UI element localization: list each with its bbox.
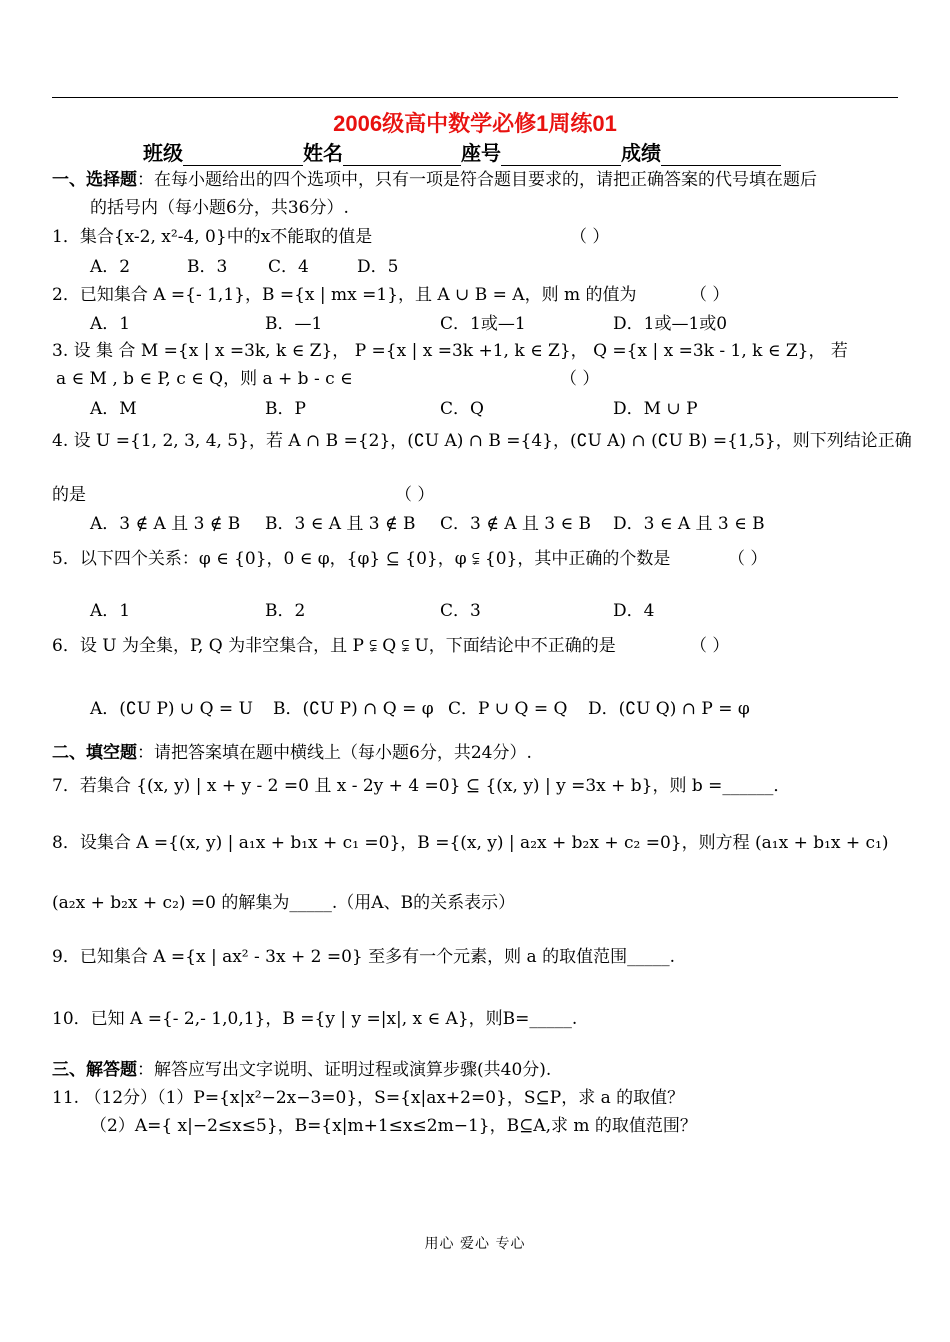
section3-instruction xyxy=(52,1059,551,1081)
q6-stem: 6．设 U 为全集，P, Q 为非空集合，且 P ⫋ Q ⫋ U，下面结论中不正确的是 xyxy=(52,636,616,656)
q3-stem-2: a ∈ M , b ∈ P, c ∈ Q，则 a + b - c ∈ xyxy=(56,369,353,389)
section3-instr: ：解答应写出文字说明、证明过程或演算步骤(共40分). xyxy=(137,1060,552,1080)
seat-label: 座号 xyxy=(461,143,501,165)
q3-paren: （ ） xyxy=(560,369,600,389)
section1-instruction-2: 的括号内（每小题6分，共36分）. xyxy=(90,198,349,218)
q3-option-b: B．P xyxy=(265,399,306,419)
student-info-row xyxy=(143,137,781,166)
section2-instr: ：请把答案填在题中横线上（每小题6分，共24分）. xyxy=(137,743,532,763)
q10-stem: 10．已知 A ={- 2,- 1,0,1}，B ={y | y =|x|, x ∈ A}，则B=_____. xyxy=(52,1009,578,1029)
q1-option-c: C．4 xyxy=(268,257,309,277)
q5-option-a: A．1 xyxy=(90,601,131,621)
q5-paren: （ ） xyxy=(728,549,768,569)
q1-paren: （ ） xyxy=(570,227,610,247)
section1-instr1: ：在每小题给出的四个选项中，只有一项是符合题目要求的，请把正确答案的代号填在题后 xyxy=(137,170,817,190)
q1-option-d: D．5 xyxy=(357,257,399,277)
q2-option-b: B．—1 xyxy=(265,314,323,334)
q4-paren: （ ） xyxy=(395,485,435,505)
q5-stem: 5．以下四个关系：φ ∈ {0}，0 ∈ φ，{φ} ⊆ {0}，φ ⫋ {0}，其中正确的个数是 xyxy=(52,549,671,569)
score-blank[interactable] xyxy=(661,147,781,166)
q4-option-d: D．3 ∈ A 且 3 ∈ B xyxy=(613,514,765,534)
q3-option-a: A．M xyxy=(90,399,137,419)
top-rule xyxy=(52,97,898,98)
q4-stem: 4. 设 U ={1, 2, 3, 4, 5}，若 A ∩ B ={2}，(∁U A) ∩ B ={4}，(∁U A) ∩ (∁U B) ={1,5}，则下列结论正确 xyxy=(52,431,912,451)
q1-stem: 1．集合{x-2, x²-4, 0}中的x不能取的值是 xyxy=(52,227,373,247)
q8-stem-2: (a₂x + b₂x + c₂) =0 的解集为_____.（用A、B的关系表示） xyxy=(52,893,516,913)
q11-part2: （2）A={ x|−2≤x≤5}，B={x|m+1≤x≤2m−1}，B⊆A,求 m 的取值范围？ xyxy=(90,1116,697,1136)
q4-stem-2: 的是 xyxy=(52,485,86,505)
q6-paren: （ ） xyxy=(690,636,730,656)
section2-heading: 二、填空题 xyxy=(52,743,137,763)
q3-option-c: C．Q xyxy=(440,399,484,419)
q2-paren: （ ） xyxy=(690,285,730,305)
seat-blank[interactable] xyxy=(501,147,621,166)
q5-option-c: C．3 xyxy=(440,601,481,621)
q2-option-a: A．1 xyxy=(90,314,131,334)
score-label: 成绩 xyxy=(621,143,661,165)
name-label: 姓名 xyxy=(303,143,343,165)
q5-option-d: D．4 xyxy=(613,601,655,621)
name-blank[interactable] xyxy=(343,147,461,166)
section2-instruction xyxy=(52,742,532,764)
q3-option-d: D．M ∪ P xyxy=(613,399,698,419)
q2-stem: 2．已知集合 A ={- 1,1}，B ={x | mx =1}，且 A ∪ B = A，则 m 的值为 xyxy=(52,285,637,305)
q7-stem: 7．若集合 {(x, y) | x + y - 2 =0 且 x - 2y + 4 =0} ⊆ {(x, y) | y =3x + b}，则 b =______． xyxy=(52,776,791,796)
page-title xyxy=(0,107,950,138)
section3-heading: 三、解答题 xyxy=(52,1060,137,1080)
q2-option-c: C．1或—1 xyxy=(440,314,526,334)
page-footer: 用心 爱心 专心 xyxy=(424,1236,526,1252)
section1-heading: 一、选择题 xyxy=(52,170,137,190)
q6-option-d: D．(∁U Q) ∩ P = φ xyxy=(588,699,750,719)
title-text: 2006级高中数学必修1周练01 xyxy=(333,111,617,136)
class-blank[interactable] xyxy=(183,147,303,166)
q6-option-c: C．P ∪ Q = Q xyxy=(448,699,568,719)
q8-stem: 8．设集合 A ={(x, y) | a₁x + b₁x + c₁ =0}，B ={(x, y) | a₂x + b₂x + c₂ =0}，则方程 (a₁x + b₁x + c₁) xyxy=(52,833,889,853)
q3-stem: 3. 设 集 合 M ={x | x =3k, k ∈ Z}， P ={x | x =3k +1, k ∈ Z}， Q ={x | x =3k - 1, k ∈ Z}， 若 xyxy=(52,341,848,361)
q1-option-a: A．2 xyxy=(90,257,131,277)
q6-option-b: B．(∁U P) ∩ Q = φ xyxy=(273,699,434,719)
q4-option-c: C．3 ∉ A 且 3 ∈ B xyxy=(440,514,591,534)
class-label: 班级 xyxy=(143,143,183,165)
q11-part1: 11. （12分）（1）P={x|x²−2x−3=0}，S={x|ax+2=0}，S⊆P，求 a 的取值？ xyxy=(52,1088,685,1108)
q4-option-b: B．3 ∈ A 且 3 ∉ B xyxy=(265,514,416,534)
q5-option-b: B．2 xyxy=(265,601,306,621)
q1-option-b: B．3 xyxy=(187,257,228,277)
q2-option-d: D．1或—1或0 xyxy=(613,314,728,334)
section1-instruction xyxy=(52,169,817,191)
q4-option-a: A．3 ∉ A 且 3 ∉ B xyxy=(90,514,241,534)
q9-stem: 9．已知集合 A ={x | ax² - 3x + 2 =0} 至多有一个元素，则 a 的取值范围_____. xyxy=(52,947,675,967)
q6-option-a: A．(∁U P) ∪ Q = U xyxy=(90,699,253,719)
